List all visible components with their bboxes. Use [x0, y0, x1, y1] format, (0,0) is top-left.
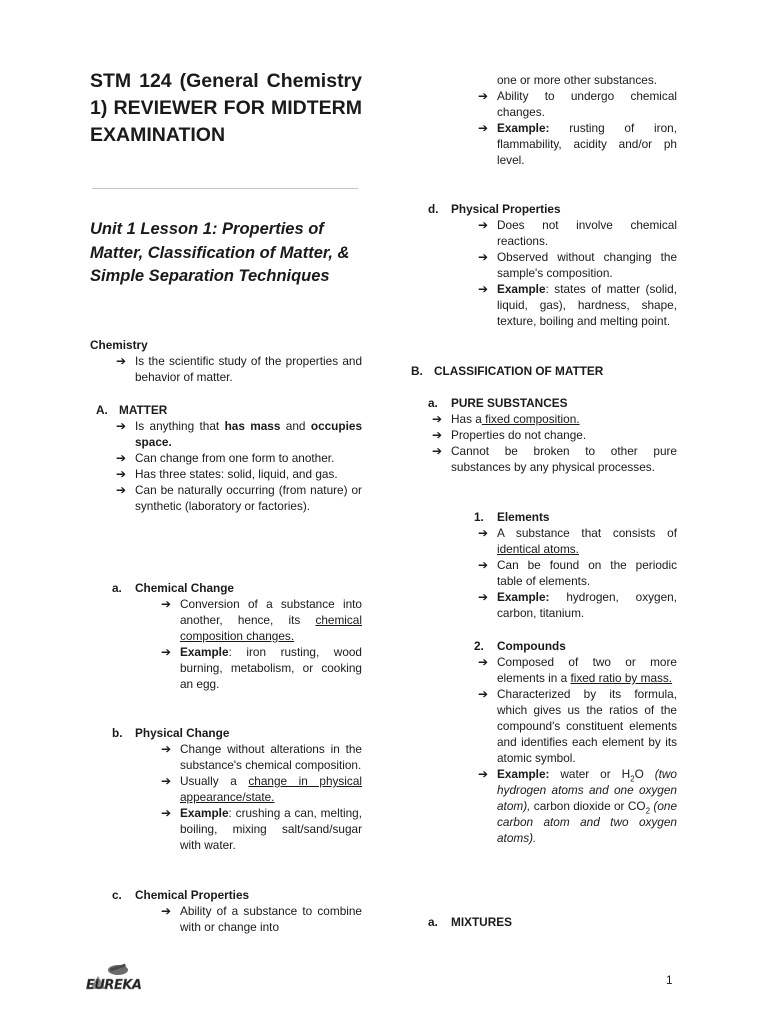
- elements-bullet-2: ➔ Can be found on the periodic table of elements.: [478, 558, 677, 588]
- compounds-bullets: [478, 654, 678, 846]
- lesson-subtitle: Unit 1 Lesson 1: Properties of Matter, Classification of Matter, & Simple Separation Techniques: [90, 220, 350, 285]
- matter-bullet-4: ➔ Can be naturally occurring (from nature) or synthetic (laboratory or factories).: [116, 483, 362, 513]
- physical-properties-bullets: [478, 217, 677, 329]
- compounds-bullet-2: ➔ Characterized by its formula, which gives us the ratios of the compound's constituent elements and identifies each element by its atomic symbol.: [478, 687, 677, 765]
- elements-bullet-1: ➔ A substance that consists of identical atoms.: [478, 526, 677, 556]
- compounds-bullet-3: ➔ Example: water or $H_2O$ (two hydrogen atoms and one oxygen atom), carbon dioxide or $CO_2$ (one carbon atom and two oxygen atoms).: [478, 767, 678, 845]
- arrow-icon: ➔: [478, 89, 489, 103]
- chemical-properties-bullet-2: ➔ Ability to undergo chemical changes.: [478, 89, 677, 119]
- physical-properties-bullet-3: ➔ Example: states of matter (solid, liquid, gas), hardness, shape, texture, boiling and melting point.: [478, 282, 677, 328]
- svg-text:EUREKA: EUREKA: [86, 978, 142, 992]
- elements-bullet-3: ➔ Example: hydrogen, oxygen, carbon, titanium.: [478, 590, 677, 620]
- matter-section: [96, 402, 362, 418]
- chemistry-section: [90, 337, 362, 385]
- physical-change-heading: b. Physical Change: [112, 726, 230, 740]
- physical-change-bullet-2: ➔ Usually a change in physical appearance/state.: [161, 774, 363, 804]
- page-number: 1: [666, 973, 673, 987]
- physical-change-bullet-3: ➔ Example: crushing a can, melting, boiling, mixing salt/sand/sugar with water.: [161, 806, 362, 852]
- chemical-properties-heading: c. Chemical Properties: [112, 888, 250, 902]
- title-divider: [92, 188, 358, 189]
- arrow-icon: ➔: [478, 250, 489, 264]
- document-title: STM 124 (General Chemistry 1) REVIEWER FOR MIDTERM EXAMINATION: [90, 70, 362, 146]
- chemical-properties-bullet-1-cont: one or more other substances.: [497, 73, 658, 87]
- arrow-icon: ➔: [116, 451, 127, 465]
- arrow-icon: ➔: [116, 483, 127, 497]
- chemical-properties-continued: [478, 72, 677, 168]
- arrow-icon: ➔: [116, 419, 127, 433]
- elements-heading: 1. Elements: [474, 510, 550, 524]
- arrow-icon: ➔: [161, 742, 172, 756]
- matter-bullet-3: ➔ Has three states: solid, liquid, and gas.: [116, 467, 338, 481]
- chemistry-heading: Chemistry: [90, 338, 148, 352]
- arrow-icon: ➔: [478, 687, 489, 701]
- compounds-heading: 2. Compounds: [474, 639, 566, 653]
- matter-bullets: [116, 418, 362, 514]
- pure-substances-heading: a. PURE SUBSTANCES: [428, 396, 568, 410]
- mixtures-heading: a. MIXTURES: [428, 915, 512, 929]
- arrow-icon: ➔: [478, 526, 489, 540]
- arrow-icon: ➔: [116, 354, 127, 368]
- arrow-icon: ➔: [478, 767, 489, 781]
- chemical-properties-bullet-1: ➔ Ability of a substance to combine with or change into: [161, 904, 362, 934]
- chemical-change-bullet-1: ➔ Conversion of a substance into another, hence, its chemical composition changes.: [161, 597, 362, 643]
- arrow-icon: ➔: [161, 645, 172, 659]
- arrow-icon: ➔: [478, 218, 489, 232]
- arrow-icon: ➔: [161, 806, 172, 820]
- physical-properties-bullet-2: ➔ Observed without changing the sample's composition.: [478, 250, 677, 280]
- arrow-icon: ➔: [161, 774, 172, 788]
- arrow-icon: ➔: [432, 412, 443, 426]
- chemical-properties-bullets: [161, 903, 362, 935]
- pure-substances-bullets: [432, 411, 677, 475]
- pure-bullet-2: ➔ Properties do not change.: [432, 428, 587, 442]
- chemical-properties-bullet-3: ➔ Example: rusting of iron, flammability, acidity and/or ph level.: [478, 121, 677, 167]
- chemical-change-heading: a. Chemical Change: [112, 581, 234, 595]
- elements-bullets: [478, 525, 677, 621]
- arrow-icon: ➔: [432, 444, 443, 458]
- arrow-icon: ➔: [161, 904, 172, 918]
- arrow-icon: ➔: [432, 428, 443, 442]
- arrow-icon: ➔: [161, 597, 172, 611]
- physical-properties-bullet-1: ➔ Does not involve chemical reactions.: [478, 218, 677, 248]
- chemistry-bullet: ➔ Is the scientific study of the properties and behavior of matter.: [116, 354, 362, 384]
- matter-heading: A. MATTER: [96, 403, 168, 417]
- arrow-icon: ➔: [116, 467, 127, 481]
- arrow-icon: ➔: [478, 558, 489, 572]
- arrow-icon: ➔: [478, 655, 489, 669]
- eureka-logo: [84, 962, 156, 992]
- physical-properties-heading: d. Physical Properties: [428, 202, 561, 216]
- chemical-change-bullet-2: ➔ Example: iron rusting, wood burning, metabolism, or cooking an egg.: [161, 645, 362, 691]
- matter-bullet-2: ➔ Can change from one form to another.: [116, 451, 335, 465]
- arrow-icon: ➔: [478, 121, 489, 135]
- eureka-logo-icon: [84, 962, 156, 992]
- matter-bullet-1: ➔ Is anything that has mass and occupies space.: [116, 419, 362, 449]
- physical-change-bullets: [161, 741, 363, 853]
- pure-bullet-3: ➔ Cannot be broken to other pure substances by any physical processes.: [432, 444, 677, 474]
- pure-bullet-1: ➔ Has a fixed composition.: [432, 412, 580, 426]
- arrow-icon: ➔: [478, 282, 489, 296]
- arrow-icon: ➔: [478, 590, 489, 604]
- chemical-change-bullets: [161, 596, 362, 692]
- classification-heading: B. CLASSIFICATION OF MATTER: [411, 364, 604, 378]
- compounds-bullet-1: ➔ Composed of two or more elements in a fixed ratio by mass.: [478, 655, 677, 685]
- physical-change-bullet-1: ➔ Change without alterations in the substance's chemical composition.: [161, 742, 362, 772]
